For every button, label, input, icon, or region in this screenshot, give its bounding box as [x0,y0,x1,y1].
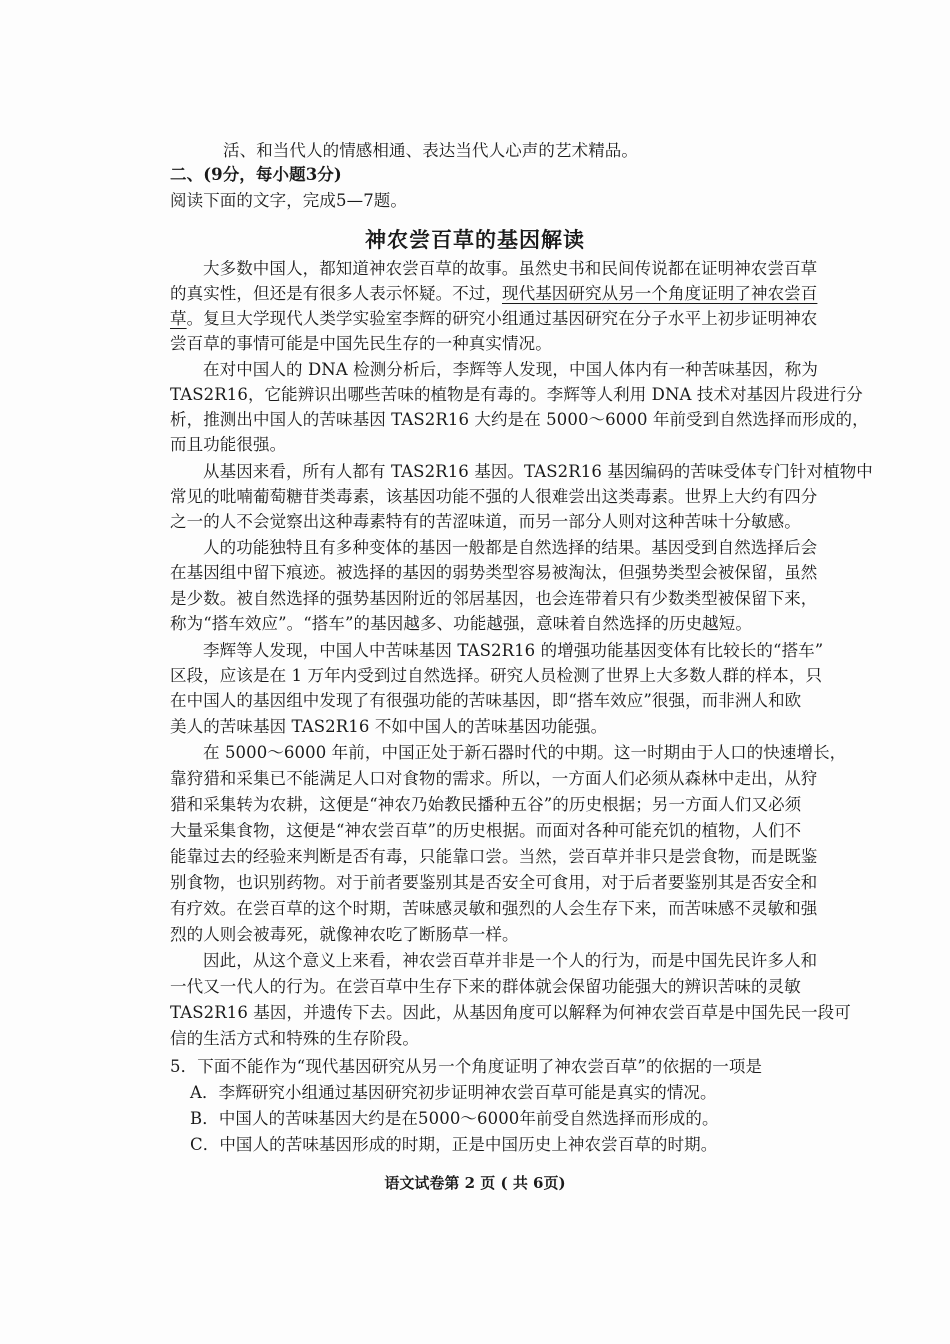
article-line: 靠狩猎和采集已不能满足人口对食物的需求。所以，一方面人们必须从森林中走出，从狩 [170,769,818,788]
article-line: 从基因来看，所有人都有 TAS2R16 基因。TAS2R16 基因编码的苦味受体专门针对植物中 [203,462,873,481]
article-line: 称为“搭车效应”。“搭车”的基因越多、功能越强，意味着自然选择的历史越短。 [170,614,752,633]
article-title: 神农尝百草的基因解读 [365,227,585,252]
article-line: 大量采集食物，这便是“神农尝百草”的历史根据。而面对各种可能充饥的植物，人们不 [170,821,802,840]
page-footer: 语文试卷第 2 页 ( 共 6页) [384,1174,566,1192]
article-line: 在对中国人的 DNA 检测分析后，李辉等人发现，中国人体内有一种苦味基因，称为 [203,360,818,379]
article-line: TAS2R16，它能辨识出哪些苦味的植物是有毒的。李辉等人利用 DNA 技术对基因片段进行分 [170,385,863,404]
underlined-claim-end: 草 [170,309,187,328]
article-line: TAS2R16 基因，并遗传下去。因此，从基因角度可以解释为何神农尝百草是中国先民一段可 [170,1003,851,1022]
article-line: 大多数中国人，都知道神农尝百草的故事。虽然史书和民间传说都在证明神农尝百草 [203,259,818,278]
article-line-part: 的真实性，但还是有很多人表示怀疑。不过， [170,284,502,303]
article-line: 有疗效。在尝百草的这个时期，苦味感灵敏和强烈的人会生存下来，而苦味感不灵敏和强 [170,899,818,918]
article-line-part: 。复旦大学现代人类学实验室李辉的研究小组通过基因研究在分子水平上初步证明神农 [186,309,818,328]
article-line: 而且功能很强。 [170,435,287,454]
article-line: 常见的吡喃葡萄糖苷类毒素，该基因功能不强的人很难尝出这类毒素。世界上大约有四分 [170,487,818,506]
article-line: 在中国人的基因组中发现了有很强功能的苦味基因，即“搭车效应”很强，而非洲人和欧 [170,691,802,710]
article-line: 区段，应该是在 1 万年内受到过自然选择。研究人员检测了世界上大多数人群的样本，只 [170,666,823,685]
article-line [170,283,817,305]
article-line: 尝百草的事情可能是中国先民生存的一种真实情况。 [170,334,552,353]
article-line: 李辉等人发现，中国人中苦味基因 TAS2R16 的增强功能基因变体有比较长的“搭车” [203,641,824,660]
article-line: 析，推测出中国人的苦味基因 TAS2R16 大约是在 5000～6000 年前受到自然选择而形成的， [170,410,869,429]
article-line: 信的生活方式和特殊的生存阶段。 [170,1029,419,1048]
option-c: C．中国人的苦味基因形成的时期，正是中国历史上神农尝百草的时期。 [190,1135,718,1154]
article-line: 在基因组中留下痕迹。被选择的基因的弱势类型容易被淘汰，但强势类型会被保留，虽然 [170,563,818,582]
option-a: A．李辉研究小组通过基因研究初步证明神农尝百草可能是真实的情况。 [190,1083,717,1102]
option-b: B．中国人的苦味基因大约是在5000～6000年前受自然选择而形成的。 [190,1109,719,1128]
article-line: 是少数。被自然选择的强势基因附近的邻居基因，也会连带着只有少数类型被保留下来， [170,589,818,608]
article-line: 美人的苦味基因 TAS2R16 不如中国人的苦味基因功能强。 [170,717,608,736]
section-instruction: 阅读下面的文字，完成5—7题。 [170,191,407,210]
article-line: 在 5000～6000 年前，中国正处于新石器时代的中期。这一时期由于人口的快速增长， [203,743,847,762]
article-line: 人的功能独特且有多种变体的基因一般都是自然选择的结果。基因受到自然选择后会 [203,538,818,557]
article-line: 猎和采集转为农耕，这便是“神农乃始教民播种五谷”的历史根据；另一方面人们又必须 [170,795,802,814]
article-line: 能靠过去的经验来判断是否有毒，只能靠口尝。当然，尝百草并非只是尝食物，而是既鉴 [170,847,818,866]
article-line: 别食物，也识别药物。对于前者要鉴别其是否安全可食用，对于后者要鉴别其是否安全和 [170,873,818,892]
article-line: 之一的人不会觉察出这种毒素特有的苦涩味道，而另一部分人则对这种苦味十分敏感。 [170,512,801,531]
question-stem: 5．下面不能作为“现代基因研究从另一个角度证明了神农尝百草”的依据的一项是 [170,1057,763,1076]
section-heading: 二、(9分，每小题3分) [170,165,342,184]
continuation-line: 活、和当代人的情感相通、表达当代人心声的艺术精品。 [223,141,638,160]
article-line: 烈的人则会被毒死，就像神农吃了断肠草一样。 [170,925,519,944]
article-line [170,308,817,330]
article-line: 一代又一代人的行为。在尝百草中生存下来的群体就会保留功能强大的辨识苦味的灵敏 [170,977,801,996]
underlined-claim: 现代基因研究从另一个角度证明了神农尝百 [502,284,818,303]
article-line: 因此，从这个意义上来看，神农尝百草并非是一个人的行为，而是中国先民许多人和 [203,951,818,970]
